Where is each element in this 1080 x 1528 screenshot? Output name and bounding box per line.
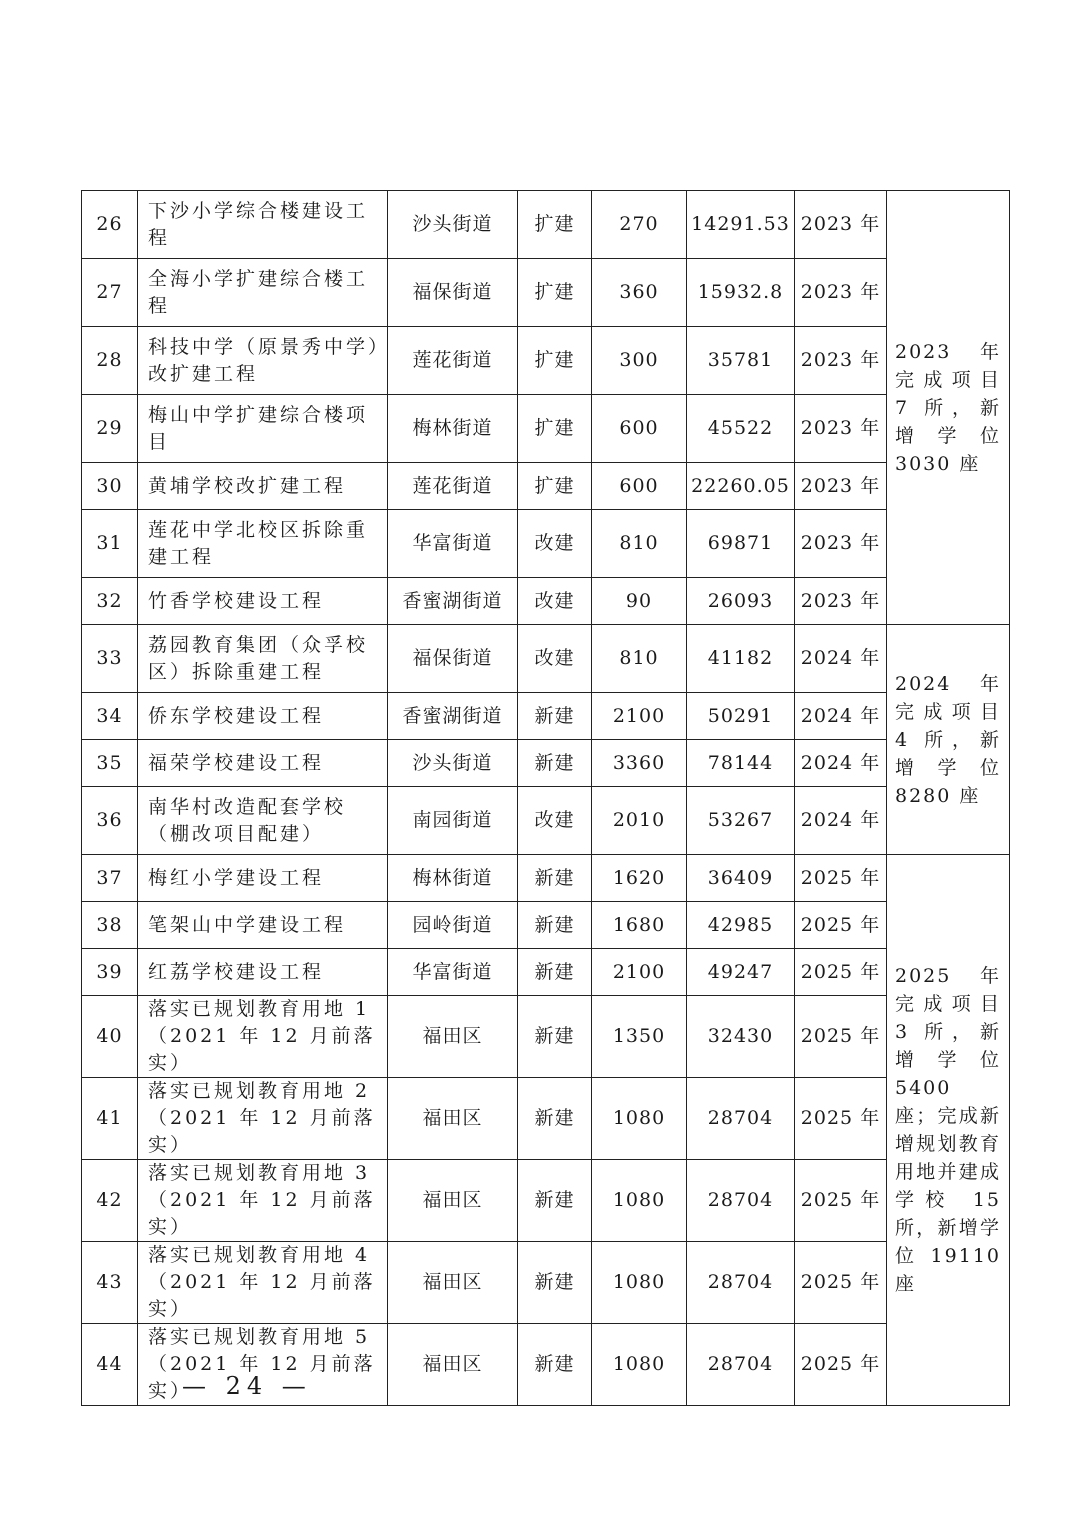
row-number: 43 (82, 1242, 138, 1324)
build-type: 改建 (518, 625, 592, 693)
seats: 810 (592, 625, 687, 693)
table-row (82, 327, 1010, 395)
project-table-container (81, 190, 1009, 1406)
floor-area: 26093 (687, 578, 795, 625)
build-type: 新建 (518, 855, 592, 902)
table-row (82, 578, 1010, 625)
row-number: 39 (82, 949, 138, 996)
completion-year: 2023 年 (795, 510, 887, 578)
page-number: — 24 — (182, 1372, 312, 1400)
row-number: 32 (82, 578, 138, 625)
table-row (82, 693, 1010, 740)
seats: 600 (592, 463, 687, 510)
street: 莲花街道 (388, 327, 518, 395)
seats: 1080 (592, 1078, 687, 1160)
seats: 1620 (592, 855, 687, 902)
project-name: 全海小学扩建综合楼工程 (138, 259, 388, 327)
project-name: 南华村改造配套学校（棚改项目配建） (138, 787, 388, 855)
project-name: 落实已规划教育用地 1（2021 年 12 月前落实） (138, 996, 388, 1078)
seats: 1080 (592, 1324, 687, 1406)
street: 华富街道 (388, 510, 518, 578)
row-number: 36 (82, 787, 138, 855)
table-row (82, 1242, 1010, 1324)
street: 梅林街道 (388, 395, 518, 463)
table-row (82, 1160, 1010, 1242)
project-name: 侨东学校建设工程 (138, 693, 388, 740)
row-number: 29 (82, 395, 138, 463)
table-row (82, 996, 1010, 1078)
completion-year: 2023 年 (795, 578, 887, 625)
seats: 300 (592, 327, 687, 395)
build-type: 新建 (518, 740, 592, 787)
seats: 360 (592, 259, 687, 327)
completion-year: 2025 年 (795, 1078, 887, 1160)
row-number: 35 (82, 740, 138, 787)
build-type: 扩建 (518, 259, 592, 327)
seats: 270 (592, 191, 687, 259)
table-row (82, 625, 1010, 693)
floor-area: 49247 (687, 949, 795, 996)
seats: 2100 (592, 693, 687, 740)
build-type: 扩建 (518, 327, 592, 395)
completion-year: 2024 年 (795, 693, 887, 740)
floor-area: 69871 (687, 510, 795, 578)
row-number: 34 (82, 693, 138, 740)
seats: 90 (592, 578, 687, 625)
row-number: 44 (82, 1324, 138, 1406)
project-name: 梅山中学扩建综合楼项目 (138, 395, 388, 463)
street: 福保街道 (388, 625, 518, 693)
completion-year: 2025 年 (795, 902, 887, 949)
seats: 810 (592, 510, 687, 578)
row-number: 31 (82, 510, 138, 578)
build-type: 扩建 (518, 463, 592, 510)
build-type: 新建 (518, 1160, 592, 1242)
row-number: 26 (82, 191, 138, 259)
street: 福田区 (388, 1242, 518, 1324)
street: 福保街道 (388, 259, 518, 327)
completion-year: 2023 年 (795, 463, 887, 510)
street: 梅林街道 (388, 855, 518, 902)
project-name: 竹香学校建设工程 (138, 578, 388, 625)
build-type: 新建 (518, 902, 592, 949)
table-row (82, 463, 1010, 510)
floor-area: 14291.53 (687, 191, 795, 259)
completion-year: 2023 年 (795, 327, 887, 395)
table-row (82, 855, 1010, 902)
floor-area: 28704 (687, 1160, 795, 1242)
seats: 2100 (592, 949, 687, 996)
floor-area: 45522 (687, 395, 795, 463)
street: 福田区 (388, 1324, 518, 1406)
table-row (82, 259, 1010, 327)
project-name: 黄埔学校改扩建工程 (138, 463, 388, 510)
completion-year: 2025 年 (795, 949, 887, 996)
project-name: 红荔学校建设工程 (138, 949, 388, 996)
floor-area: 32430 (687, 996, 795, 1078)
street: 香蜜湖街道 (388, 578, 518, 625)
project-name: 落实已规划教育用地 2（2021 年 12 月前落实） (138, 1078, 388, 1160)
row-number: 37 (82, 855, 138, 902)
street: 沙头街道 (388, 740, 518, 787)
floor-area: 36409 (687, 855, 795, 902)
project-name: 笔架山中学建设工程 (138, 902, 388, 949)
row-number: 42 (82, 1160, 138, 1242)
seats: 1350 (592, 996, 687, 1078)
completion-year: 2025 年 (795, 1324, 887, 1406)
summary-2025: 2025 年完成项目 3 所，新增学位 5400 座；完成新增规划教育用地并建成学校 15 所，新增学位 19110 座 (887, 855, 1010, 1406)
table-row (82, 395, 1010, 463)
seats: 600 (592, 395, 687, 463)
row-number: 28 (82, 327, 138, 395)
seats: 1080 (592, 1160, 687, 1242)
table-row (82, 787, 1010, 855)
floor-area: 78144 (687, 740, 795, 787)
seats: 1680 (592, 902, 687, 949)
project-name: 荔园教育集团（众孚校区）拆除重建工程 (138, 625, 388, 693)
table-row (82, 902, 1010, 949)
project-name: 下沙小学综合楼建设工程 (138, 191, 388, 259)
build-type: 新建 (518, 1324, 592, 1406)
street: 华富街道 (388, 949, 518, 996)
street: 福田区 (388, 1160, 518, 1242)
project-name: 福荣学校建设工程 (138, 740, 388, 787)
table-row (82, 949, 1010, 996)
floor-area: 42985 (687, 902, 795, 949)
table-row (82, 740, 1010, 787)
summary-2024: 2024 年完成项目 4 所，新增学位 8280 座 (887, 625, 1010, 855)
table-row (82, 191, 1010, 259)
floor-area: 28704 (687, 1242, 795, 1324)
floor-area: 50291 (687, 693, 795, 740)
street: 莲花街道 (388, 463, 518, 510)
project-name: 落实已规划教育用地 4（2021 年 12 月前落实） (138, 1242, 388, 1324)
floor-area: 28704 (687, 1078, 795, 1160)
build-type: 改建 (518, 510, 592, 578)
table-row (82, 510, 1010, 578)
row-number: 33 (82, 625, 138, 693)
build-type: 扩建 (518, 191, 592, 259)
street: 沙头街道 (388, 191, 518, 259)
seats: 2010 (592, 787, 687, 855)
seats: 1080 (592, 1242, 687, 1324)
build-type: 新建 (518, 693, 592, 740)
floor-area: 35781 (687, 327, 795, 395)
row-number: 38 (82, 902, 138, 949)
completion-year: 2025 年 (795, 1160, 887, 1242)
floor-area: 28704 (687, 1324, 795, 1406)
street: 福田区 (388, 1078, 518, 1160)
school-project-table (81, 190, 1010, 1406)
completion-year: 2025 年 (795, 855, 887, 902)
row-number: 27 (82, 259, 138, 327)
table-row (82, 1078, 1010, 1160)
completion-year: 2025 年 (795, 996, 887, 1078)
street: 香蜜湖街道 (388, 693, 518, 740)
build-type: 新建 (518, 1078, 592, 1160)
completion-year: 2024 年 (795, 740, 887, 787)
floor-area: 41182 (687, 625, 795, 693)
build-type: 新建 (518, 1242, 592, 1324)
row-number: 41 (82, 1078, 138, 1160)
street: 南园街道 (388, 787, 518, 855)
street: 园岭街道 (388, 902, 518, 949)
build-type: 新建 (518, 949, 592, 996)
project-name: 梅红小学建设工程 (138, 855, 388, 902)
project-name: 科技中学（原景秀中学）改扩建工程 (138, 327, 388, 395)
completion-year: 2023 年 (795, 191, 887, 259)
row-number: 30 (82, 463, 138, 510)
completion-year: 2023 年 (795, 259, 887, 327)
completion-year: 2024 年 (795, 625, 887, 693)
completion-year: 2023 年 (795, 395, 887, 463)
build-type: 改建 (518, 578, 592, 625)
floor-area: 15932.8 (687, 259, 795, 327)
street: 福田区 (388, 996, 518, 1078)
build-type: 扩建 (518, 395, 592, 463)
completion-year: 2025 年 (795, 1242, 887, 1324)
project-name: 落实已规划教育用地 5（2021 年 12 月前落实） (138, 1324, 388, 1406)
row-number: 40 (82, 996, 138, 1078)
summary-2023: 2023 年完成项目 7 所，新增学位 3030 座 (887, 191, 1010, 625)
project-name: 莲花中学北校区拆除重建工程 (138, 510, 388, 578)
seats: 3360 (592, 740, 687, 787)
floor-area: 53267 (687, 787, 795, 855)
completion-year: 2024 年 (795, 787, 887, 855)
project-name: 落实已规划教育用地 3（2021 年 12 月前落实） (138, 1160, 388, 1242)
build-type: 改建 (518, 787, 592, 855)
build-type: 新建 (518, 996, 592, 1078)
floor-area: 22260.05 (687, 463, 795, 510)
